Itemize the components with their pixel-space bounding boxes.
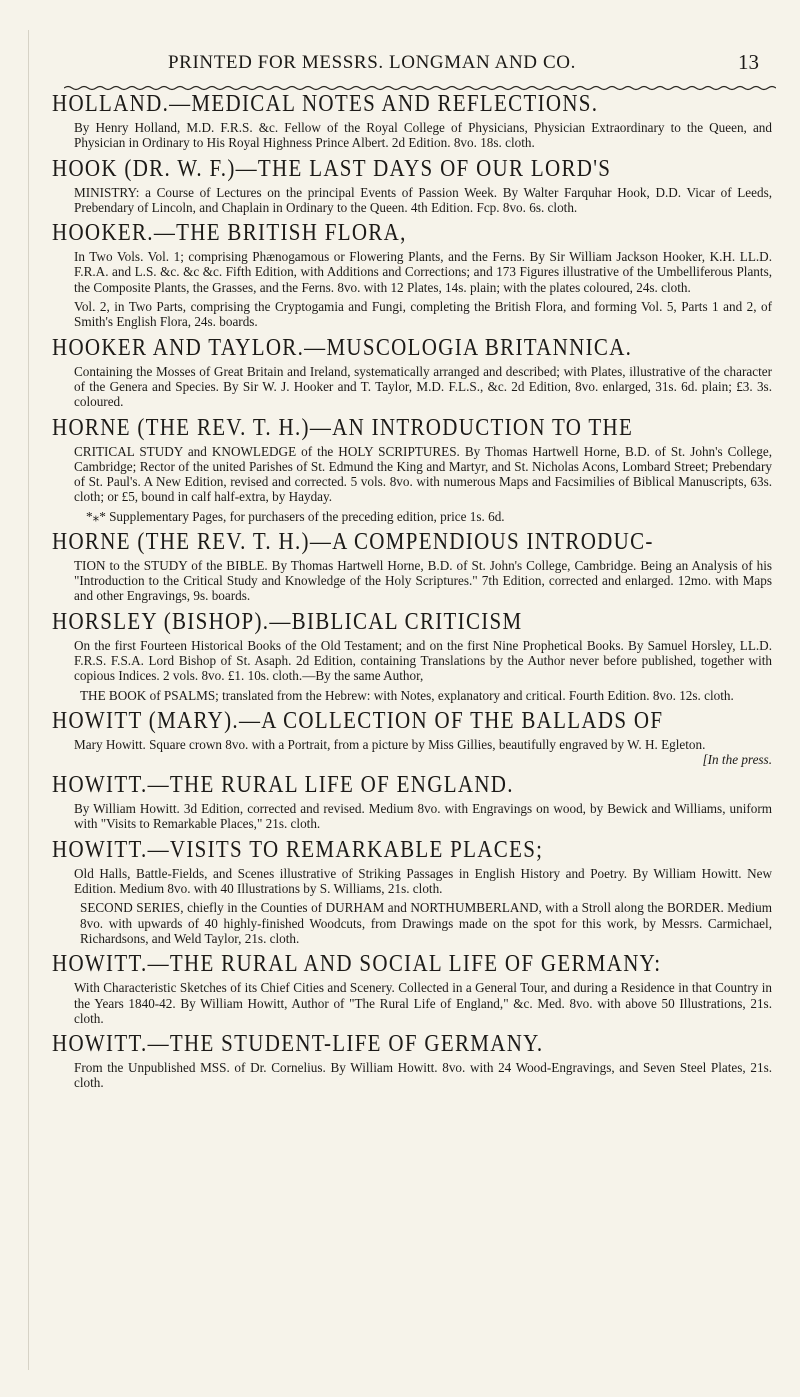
- entry-heading: HORSLEY (BISHOP).—BIBLICAL CRITICISM: [52, 606, 523, 635]
- entry-paragraph: TION to the STUDY of the BIBLE. By Thomas Hartwell Horne, B.D. of St. John's College, Cambridge. Being an Analysis of his "Introduction to the Critical Study and Knowledge of the Holy Scriptures." 7th Edition, corrected and enlarged. 12mo. with Maps and other Engravings, 9s. boards.: [74, 557, 772, 604]
- supplement-note: *⁎* Supplementary Pages, for purchasers of the preceding edition, price 1s. 6d.: [86, 508, 505, 524]
- entry-holland: [52, 88, 772, 151]
- entry-paragraph: Mary Howitt. Square crown 8vo. with a Portrait, from a picture by Miss Gillies, beautifully engraved by W. H. Egleton.: [74, 736, 706, 752]
- entry-paragraph: On the first Fourteen Historical Books of the Old Testament; and on the first Nine Prophetical Books. By Samuel Horsley, LL.D. F.R.S. F.S.A. Lord Bishop of St. Asaph. 2d Edition, containing Translations by the Author never before published, together with copious Indices. 2 vols. 8vo. £1. 10s. cloth.—By the same Author,: [74, 637, 772, 684]
- entry-heading: HORNE (THE REV. T. H.)—AN INTRODUCTION TO THE: [52, 412, 634, 441]
- entry-heading: HOWITT (MARY).—A COLLECTION OF THE BALLADS OF: [52, 705, 664, 734]
- entry-paragraph: In Two Vols. Vol. 1; comprising Phænogamous or Flowering Plants, and the Ferns. By Sir William Jackson Hooker, K.H. LL.D. F.R.A. and L.S. &c. &c &c. Fifth Edition, with Additions and Corrections; and 173 Figures illustrative of the Umbelliferous Plants, the Composite Plants, the Grasses, and the Ferns. 8vo. with 12 Plates, 14s. plain; with the plates coloured, 24s. cloth.: [74, 249, 772, 295]
- entry-heading: HOWITT.—THE RURAL AND SOCIAL LIFE OF GERMANY:: [52, 948, 662, 978]
- entry-paragraph: Vol. 2, in Two Parts, comprising the Cryptogamia and Fungi, completing the British Flora, and forming Vol. 5, Parts 1 and 2, of Smith's English Flora, 24s. boards.: [74, 299, 772, 330]
- entry-paragraph: Containing the Mosses of Great Britain and Ireland, systematically arranged and described; with Plates, illustrative of the character of the Genera and Species. By Sir W. J. Hooker and T. Taylor, M.D. F.L.S., &c. 2d Edition, 8vo. enlarged, 31s. 6d. plain; £3. 3s. coloured.: [74, 363, 772, 410]
- entry-horsley: [52, 606, 772, 703]
- running-head: [0, 52, 800, 86]
- entry-howitt-rural-england: [52, 769, 772, 832]
- entry-heading: HOOK (DR. W. F.)—THE LAST DAYS OF OUR LORD'S: [52, 153, 612, 182]
- entry-hook: [52, 153, 772, 216]
- entry-paragraph: MINISTRY: a Course of Lectures on the principal Events of Passion Week. By Walter Farquhar Hook, D.D. Vicar of Leeds, Prebendary of Lincoln, and Chaplain in Ordinary to the Queen. 4th Edition. Fcp. 8vo. 6s. cloth.: [74, 184, 772, 215]
- running-title: PRINTED FOR MESSRS. LONGMAN AND CO.: [168, 52, 576, 73]
- entry-howitt-germany: [52, 948, 772, 1026]
- entry-paragraph: From the Unpublished MSS. of Dr. Cornelius. By William Howitt. 8vo. with 24 Wood-Engravings, and Seven Steel Plates, 21s. cloth.: [74, 1060, 772, 1091]
- entry-howitt-ballads: [52, 705, 772, 768]
- entry-horne-introduction: [52, 412, 772, 524]
- entry-heading: HOWITT.—VISITS TO REMARKABLE PLACES;: [52, 834, 544, 863]
- entry-hooker-taylor: [52, 332, 772, 410]
- page-number: 13: [738, 50, 759, 74]
- entry-paragraph: By William Howitt. 3d Edition, corrected and revised. Medium 8vo. with Engravings on wood, by Bewick and Williams, uniform with "Visits to Remarkable Places," 21s. cloth.: [74, 801, 772, 832]
- entry-heading: HOOKER.—THE BRITISH FLORA,: [52, 217, 407, 247]
- entry-heading: HOWITT.—THE STUDENT-LIFE OF GERMANY.: [52, 1028, 544, 1058]
- entry-paragraph: THE BOOK of PSALMS; translated from the Hebrew: with Notes, explanatory and critical. Fourth Edition. 8vo. 12s. cloth.: [80, 687, 734, 703]
- entry-paragraph: By Henry Holland, M.D. F.R.S. &c. Fellow of the Royal College of Physicians, Physician Extraordinary to the Queen, and Physician in Ordinary to His Royal Highness Prince Albert. 2d Edition. 8vo. 18s. cloth.: [74, 120, 772, 151]
- entry-paragraph: Old Halls, Battle-Fields, and Scenes illustrative of Striking Passages in English History and Poetry. By William Howitt. New Edition. Medium 8vo. with 40 Illustrations by S. Williams, 21s. cloth.: [74, 865, 772, 897]
- in-press-note: [In the press.: [702, 752, 772, 768]
- entry-heading: HOOKER AND TAYLOR.—MUSCOLOGIA BRITANNICA.: [52, 332, 633, 361]
- entry-heading: HOLLAND.—MEDICAL NOTES AND REFLECTIONS.: [52, 88, 599, 117]
- entry-paragraph: SECOND SERIES, chiefly in the Counties of DURHAM and NORTHUMBERLAND, with a Stroll along the BORDER. Medium 8vo. with upwards of 40 highly-finished Woodcuts, from Drawings made on the spot for this work, by Messrs. Carmichael, Richardsons, and Weld Taylor, 21s. cloth.: [80, 900, 772, 946]
- entry-howitt-student-life: [52, 1028, 772, 1091]
- entry-heading: HORNE (THE REV. T. H.)—A COMPENDIOUS INTRODUC-: [52, 526, 654, 555]
- catalogue-entries: [52, 88, 772, 1099]
- entry-paragraph: CRITICAL STUDY and KNOWLEDGE of the HOLY SCRIPTURES. By Thomas Hartwell Horne, B.D. of St. John's College, Cambridge; Rector of the united Parishes of St. Edmund the King and Martyr, and St. Nicholas Acons, Lombard Street; Prebendary of St. Paul's. A New Edition, revised and corrected. 5 vols. 8vo. with numerous Maps and Facsimilies of Biblical Manuscripts, 63s. cloth; or £5, bound in calf half-extra, by Hayday.: [74, 443, 772, 505]
- entry-howitt-visits: [52, 834, 772, 946]
- entry-heading: HOWITT.—THE RURAL LIFE OF ENGLAND.: [52, 769, 514, 799]
- entry-hooker-flora: [52, 217, 772, 330]
- entry-horne-compendious: [52, 526, 772, 604]
- margin-line: [28, 30, 29, 1370]
- entry-paragraph: With Characteristic Sketches of its Chief Cities and Scenery. Collected in a General Tour, and during a Residence in that Country in the Years 1840-42. By William Howitt, Author of "The Rural Life of England," &c. Med. 8vo. with above 50 Illustrations, 21s. cloth.: [74, 980, 772, 1026]
